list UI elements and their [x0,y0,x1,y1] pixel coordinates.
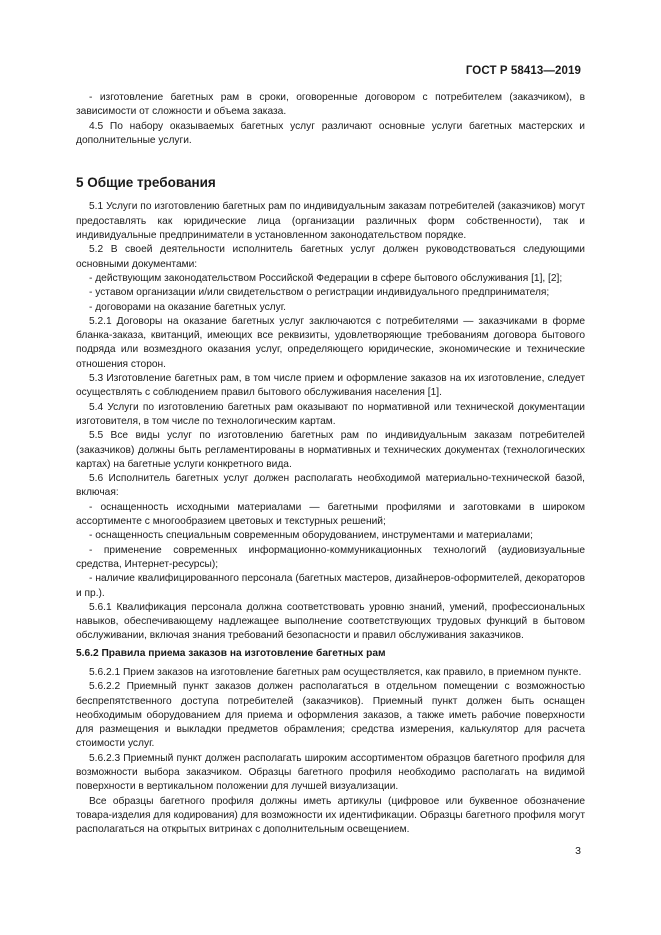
list-item-personnel: - наличие квалифицированного персонала (багетных мастеров, дизайнеров-оформителей, декораторов и пр.). [76,573,585,599]
paragraph-5-6-1: 5.6.1 Квалификация персонала должна соответствовать уровню знаний, умений, профессиональных навыков, обеспечивающему надлежащее выполнение соответствующих трудовых функций в бытовом обслуживании, включая знания требований безопасности и правил обслуживания заказчиков. [76,601,585,642]
paragraph-5-1: 5.1 Услуги по изготовлению багетных рам по индивидуальным заказам потребителей (заказчиков) могут предоставлять как юридические лица (организации различных форм собственности), так и индивидуальные предприниматели в установленном законодательством порядке. [76,201,585,242]
page-number: 3 [575,845,581,857]
paragraph-5-5: 5.5 Все виды услуг по изготовлению багетных рам по индивидуальным заказам потребителей (заказчиков) должны быть регламентированы в нормативных и технических документах (технологических картах) на багетные услуги конкретного вида. [76,430,585,470]
paragraph-4-5: 4.5 По набору оказываемых багетных услуг различают основные услуги багетных мастерских и дополнительные услуги. [76,120,585,146]
list-item-materials: - оснащенность исходными материалами — багетными профилями и заготовками в широком ассортименте с многообразием цветовых и текстурных решений; [76,501,585,528]
list-item-equipment: - оснащенность специальным современным оборудованием, инструментами и материалами; [89,530,533,542]
paragraph-5-6-2-2: 5.6.2.2 Приемный пункт заказов должен располагаться в отдельном помещении с возможностью беспрепятственного доступа потребителей (заказчиков). Приемный пункт должен быть оснащен необходимым оборудованием для приема и оформления заказов, а также иметь рабочие поверхности для размещения и выкладки предметов обрамления; средства измерения, калькулятор для расчета стоимости услуг. [76,681,585,750]
paragraph-5-6-2-1: 5.6.2.1 Прием заказов на изготовление багетных рам осуществляется, как правило, в приемном пункте. [89,666,582,678]
list-item-charter: - уставом организации и/или свидетельством о регистрации индивидуального предпринимателя; [89,287,550,299]
list-item-legislation: - действующим законодательством Российской Федерации в сфере бытового обслуживания [1], [2]; [89,272,563,284]
paragraph-5-6: 5.6 Исполнитель багетных услуг должен располагать необходимой материально-технической базой, включая: [76,473,585,499]
document-body [76,91,585,838]
list-item-technologies: - применение современных информационно-коммуникационных технологий (аудиовизуальные средства, Интернет-ресурсы); [76,544,585,570]
paragraph-5-2-1: 5.2.1 Договоры на оказание багетных услуг заключаются с потребителями — заказчиками в форме бланка-заказа, квитанций, имеющих все реквизиты, удовлетворяющие требованиям договора бытового подряда или возмездного оказания услуг, определяющего юридические, экономические и технические отношения сторон. [76,315,585,370]
list-item-contracts: - договорами на оказание багетных услуг. [89,301,287,313]
paragraph-5-4: 5.4 Услуги по изготовлению багетных рам оказывают по нормативной или технической документации изготовителя, в том числе по технологическим картам. [76,401,585,427]
section-title: 5 Общие требования [76,175,216,191]
paragraph-5-6-2-3: 5.6.2.3 Приемный пункт должен располагать широким ассортиментом образцов багетного профиля для возможности выбора заказчиком. Образцы багетного профиля необходимо располагать на видимой поверхности в вертикальном положении для лучшей визуализации. [76,752,585,793]
intro-item: - изготовление багетных рам в сроки, оговоренные договором с потребителем (заказчиком), в зависимости от сложности и объема заказа. [76,92,585,118]
document-code-header: ГОСТ Р 58413—2019 [465,65,581,77]
paragraph-samples: Все образцы багетного профиля должны иметь артикулы (цифровое или буквенное обозначение товара-изделия для кодирования) для возможности их идентификации. Образцы багетного профиля могут располагаться на открытых витринах с дополнительным освещением. [76,795,585,836]
paragraph-5-2: 5.2 В своей деятельности исполнитель багетных услуг должен руководствоваться следующими основными документами: [76,244,585,270]
subsection-title: 5.6.2 Правила приема заказов на изготовление багетных рам [76,647,386,659]
paragraph-5-3: 5.3 Изготовление багетных рам, в том числе прием и оформление заказов на их изготовление, следует осуществлять с соблюдением правил бытового обслуживания населения [1]. [76,373,585,399]
